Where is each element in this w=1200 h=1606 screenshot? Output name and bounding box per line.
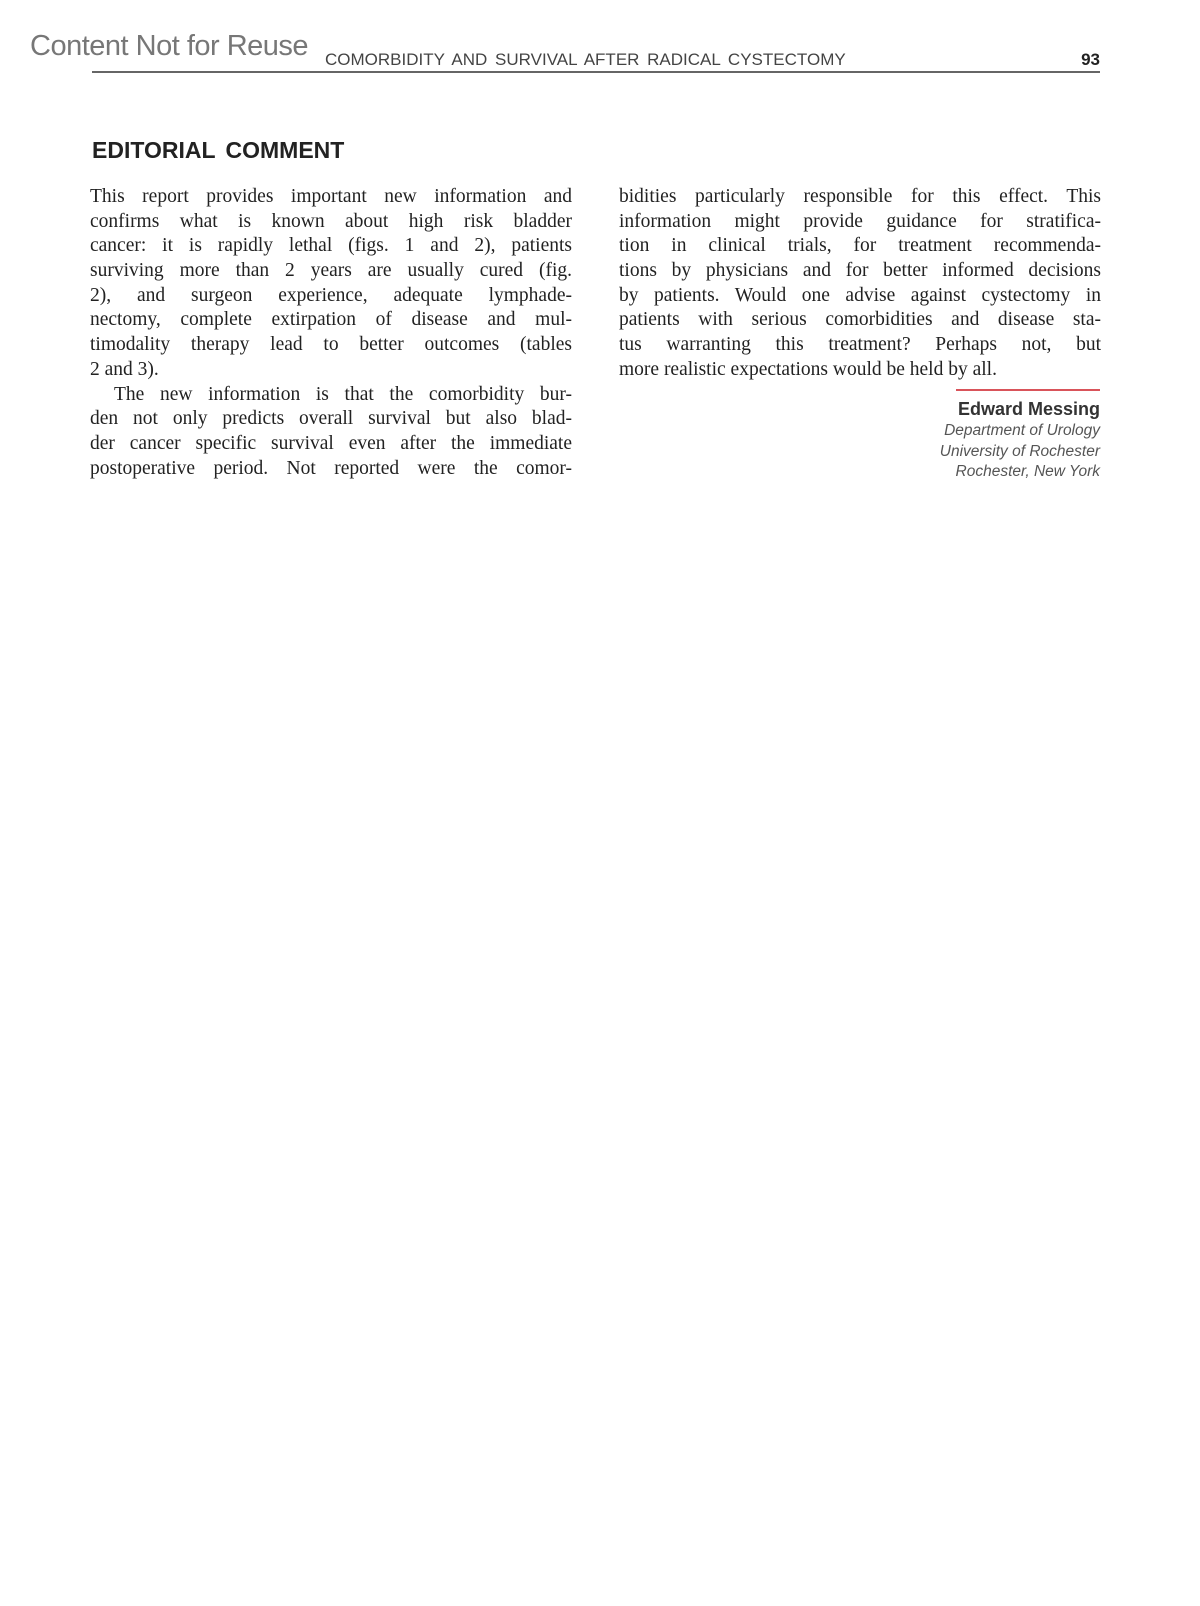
running-head: COMORBIDITY AND SURVIVAL AFTER RADICAL CYSTECTOMY [325, 50, 846, 69]
text-line: postoperative period. Not reported were the comor- [90, 457, 572, 479]
text-line: der cancer specific survival even after the immediate [90, 432, 572, 454]
affiliation-line: Department of Urology [944, 422, 1100, 439]
text-line: confirms what is known about high risk bladder [90, 210, 572, 232]
watermark: Content Not for Reuse [30, 30, 309, 62]
author-name: Edward Messing [957, 399, 1100, 419]
text-line: tions by physicians and for better informed decisions [619, 260, 1101, 282]
text-line: den not only predicts overall survival but also blad- [90, 408, 572, 430]
text-line: more realistic expectations would be held by all. [619, 358, 997, 380]
text-line: This report provides important new information and [90, 186, 572, 207]
text-line: nectomy, complete extirpation of disease and mul- [90, 309, 572, 331]
text-line: 2 and 3). [90, 358, 159, 380]
text-line: bidities particularly responsible for this effect. This [619, 186, 1101, 207]
text-line: The new information is that the comorbidity bur- [114, 383, 572, 405]
affiliation-line: Rochester, New York [955, 463, 1100, 480]
right-column [619, 185, 1101, 383]
text-line: information might provide guidance for stratifica- [619, 210, 1101, 232]
section-heading: EDITORIAL COMMENT [92, 137, 345, 163]
header-rule [92, 71, 1100, 73]
text-line: tus warranting this treatment? Perhaps not, but [619, 334, 1101, 356]
signature-block [940, 397, 1100, 483]
text-line: by patients. Would one advise against cystectomy in [619, 284, 1101, 306]
text-line: patients with serious comorbidities and disease sta- [619, 309, 1101, 331]
text-line: 2), and surgeon experience, adequate lymphade- [90, 284, 572, 306]
text-line: cancer: it is rapidly lethal (figs. 1 and 2), patients [90, 235, 572, 257]
text-line: timodality therapy lead to better outcomes (tables [90, 334, 572, 356]
affiliation-line: University of Rochester [939, 442, 1100, 460]
text-line: surviving more than 2 years are usually cured (fig. [90, 260, 572, 282]
page-number: 93 [1081, 50, 1100, 69]
text-line: tion in clinical trials, for treatment recommenda- [619, 235, 1101, 257]
signature-rule [956, 389, 1100, 391]
left-column [90, 185, 572, 481]
